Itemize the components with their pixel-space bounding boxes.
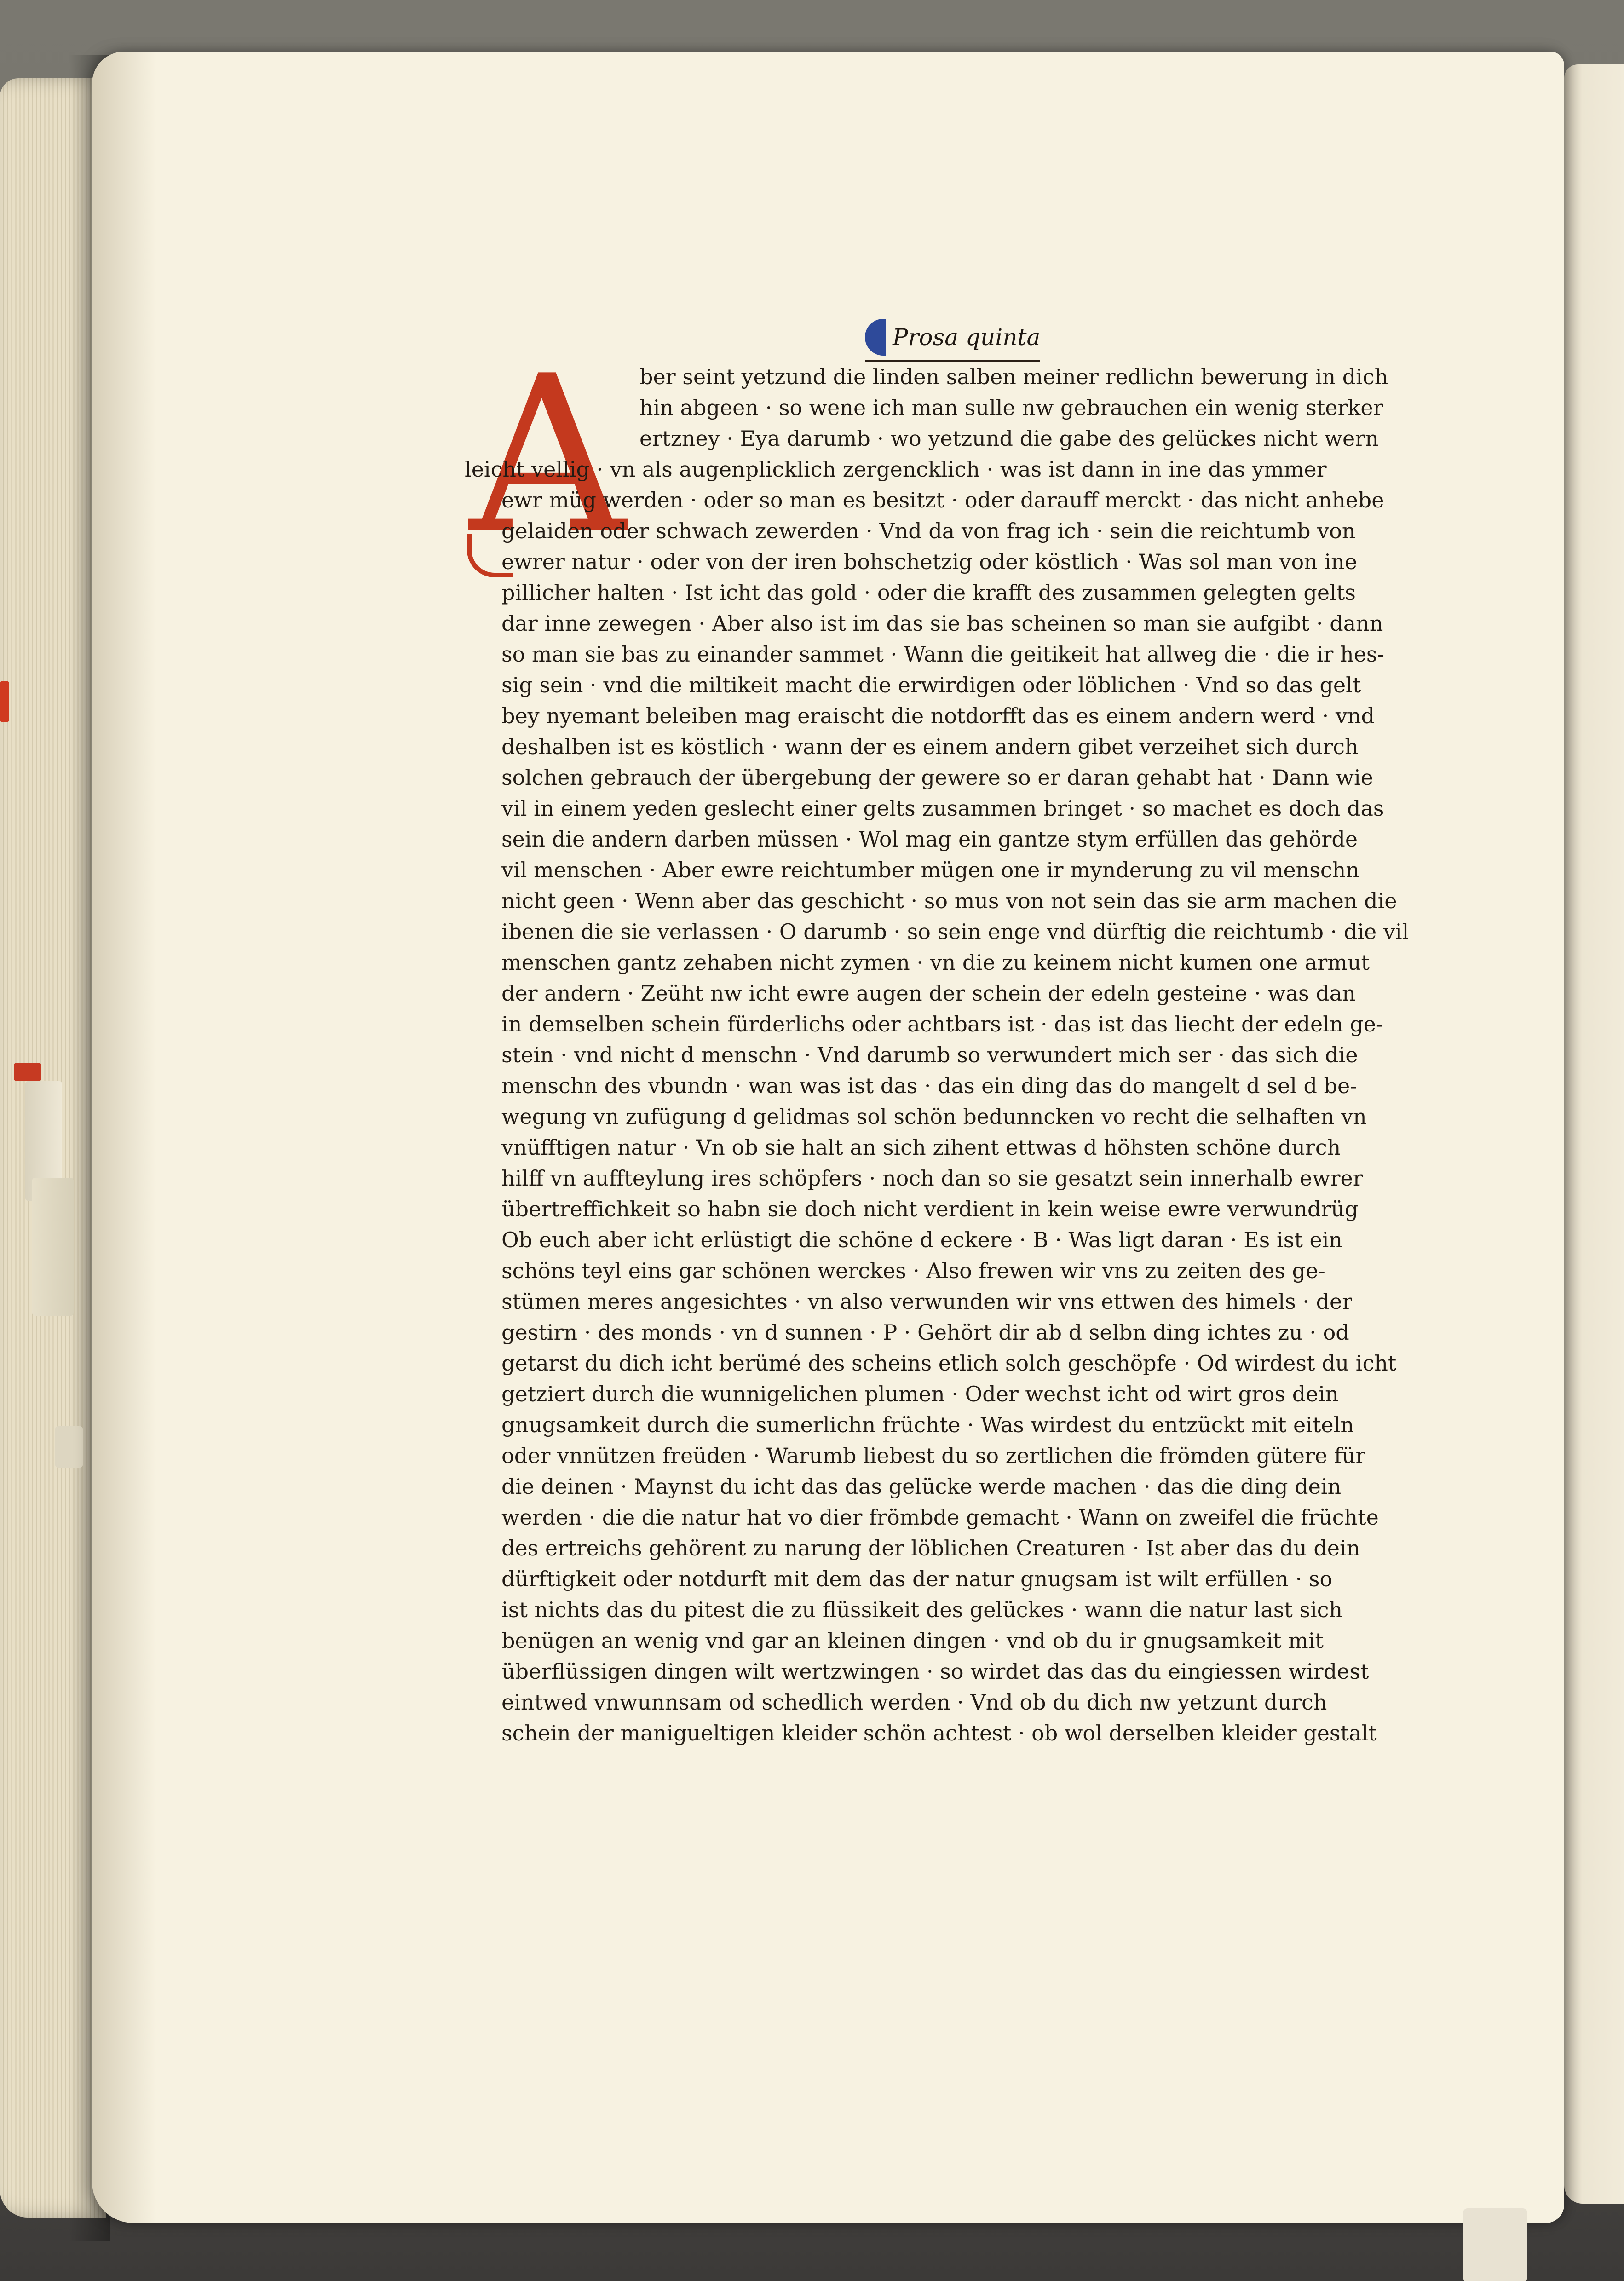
blue-paraph-icon [865,319,886,356]
text-line: schein der manigueltigen kleider schön achtest · ob wol derselben kleider gestalt [501,1721,1377,1745]
text-line: ibenen die sie verlassen · O darumb · so sein enge vnd dürftig die reichtumb · die vil [501,919,1409,944]
text-line: gelaiden oder schwach zewerden · Vnd da von frag ich · sein die reichtumb von [501,518,1356,543]
text-line: ber seint yetzund die linden salben meiner redlichn bewerung in dich [639,364,1388,389]
next-leaf-edge [1564,64,1624,2204]
text-line: in demselben schein fürderlichs oder achtbars ist · das ist das liecht der edeln ge- [501,1012,1383,1037]
vellum-tab [32,1178,74,1316]
section-heading [865,317,1040,358]
text-line: hilff vn auffteylung ires schöpfers · noch dan so sie gesatzt sein innerhalb ewrer [501,1166,1363,1191]
text-line: ist nichts das du pitest die zu flüssikeit des gelückes · wann die natur last sich [501,1597,1343,1622]
decorated-initial: A [469,329,626,581]
red-tab-marker [0,681,9,722]
text-line: vil in einem yeden geslecht einer gelts zusammen bringet · so machet es doch das [501,796,1384,821]
text-line: dürftigkeit oder notdurft mit dem das der natur gnugsam ist wilt erfüllen · so [501,1567,1333,1591]
page-gutter [92,52,156,2223]
text-line: gestirn · des monds · vn d sunnen · P · Gehört dir ab d selbn ding ichtes zu · od [501,1320,1349,1345]
text-line: menschen gantz zehaben nicht zymen · vn die zu keinem nicht kumen one armut [501,950,1370,975]
text-line: schöns teyl eins gar schönen werckes · Also frewen wir vns zu zeiten des ge- [501,1258,1325,1283]
text-line: die deinen · Maynst du icht das das gelücke werde machen · das die ding dein [501,1474,1342,1499]
heading-text: Prosa quinta [893,324,1041,351]
text-line: stein · vnd nicht d menschn · Vnd darumb so verwundert mich ser · das sich die [501,1043,1358,1067]
text-line: wegung vn zufügung d gelidmas sol schön bedunncken vo recht die selhaften vn [501,1104,1367,1129]
text-line: deshalben ist es köstlich · wann der es einem andern gibet verzeihet sich durch [501,734,1359,759]
vellum-tab [55,1426,83,1468]
text-line: der andern · Zeüht nw icht ewre augen der schein der edeln gesteine · was dan [501,981,1356,1006]
text-line: benügen an wenig vnd gar an kleinen dingen · vnd ob du ir gnugsamkeit mit [501,1628,1324,1653]
text-line: eintwed vnwunnsam od schedlich werden · Vnd ob du dich nw yetzunt durch [501,1690,1327,1715]
text-line: sein die andern darben müssen · Wol mag ein gantze stym erfüllen das gehörde [501,827,1358,852]
text-line: ertzney · Eya darumb · wo yetzund die gabe des gelückes nicht wern [639,426,1379,451]
text-line: ewr müg werden · oder so man es besitzt · oder darauff merckt · das nicht anhebe [501,488,1384,513]
text-line: solchen gebrauch der übergebung der gewere so er daran gehabt hat · Dann wie [501,765,1373,790]
text-line: so man sie bas zu einander sammet · Wann die geitikeit hat allweg die · die ir hes- [501,642,1385,667]
text-line: des ertreichs gehörent zu narung der löblichen Creaturen · Ist aber das du dein [501,1536,1360,1561]
text-line: werden · die die natur hat vo dier frömbde gemacht · Wann on zweifel die früchte [501,1505,1379,1530]
text-line: sig sein · vnd die miltikeit macht die erwirdigen oder löblichen · Vnd so das gelt [501,673,1361,697]
text-line: stümen meres angesichtes · vn also verwunden wir vns ettwen des himels · der [501,1289,1353,1314]
text-line: oder vnnützen freüden · Warumb liebest du so zertlichen die frömden gütere für [501,1443,1366,1468]
red-ribbon-marker [14,1063,41,1081]
text-line: getarst du dich icht berümé des scheins etlich solch geschöpfe · Od wirdest du icht [501,1351,1397,1376]
text-line: getziert durch die wunnigelichen plumen · Oder wechst icht od wirt gros dein [501,1382,1339,1406]
text-line: überflüssigen dingen wilt wertzwingen · so wirdet das das du eingiessen wirdest [501,1659,1369,1684]
text-line: leicht vellig · vn als augenplicklich zergencklich · was ist dann in ine das ymmer [465,457,1327,482]
text-line: vil menschen · Aber ewre reichtumber mügen one ir mynderung zu vil menschn [501,858,1359,882]
text-line: übertreffichkeit so habn sie doch nicht verdient in kein weise ewre verwundrüg [501,1197,1359,1221]
text-line: hin abgeen · so wene ich man sulle nw gebrauchen ein wenig sterker [639,395,1383,420]
text-line: bey nyemant beleiben mag eraischt die notdorfft das es einem andern werd · vnd [501,703,1375,728]
text-line: gnugsamkeit durch die sumerlichn früchte · Was wirdest du entzückt mit eiteln [501,1412,1354,1437]
text-line: nicht geen · Wenn aber das geschicht · so mus von not sein das sie arm machen die [501,888,1397,913]
text-line: dar inne zewegen · Aber also ist im das sie bas scheinen so man sie aufgibt · dann [501,611,1383,636]
text-line: Ob euch aber icht erlüstigt die schöne d eckere · B · Was ligt daran · Es ist ein [501,1227,1343,1252]
text-line: ewrer natur · oder von der iren bohschetzig oder köstlich · Was sol man von ine [501,549,1357,574]
text-line: pillicher halten · Ist icht das gold · oder die krafft des zusammen gelegten gelts [501,580,1356,605]
text-line: vnüfftigen natur · Vn ob sie halt an sich zihent ettwas d höhsten schöne durch [501,1135,1341,1160]
text-line: menschn des vbundn · wan was ist das · das ein ding das do mangelt d sel d be- [501,1073,1357,1098]
page-clip [1463,2208,1527,2281]
